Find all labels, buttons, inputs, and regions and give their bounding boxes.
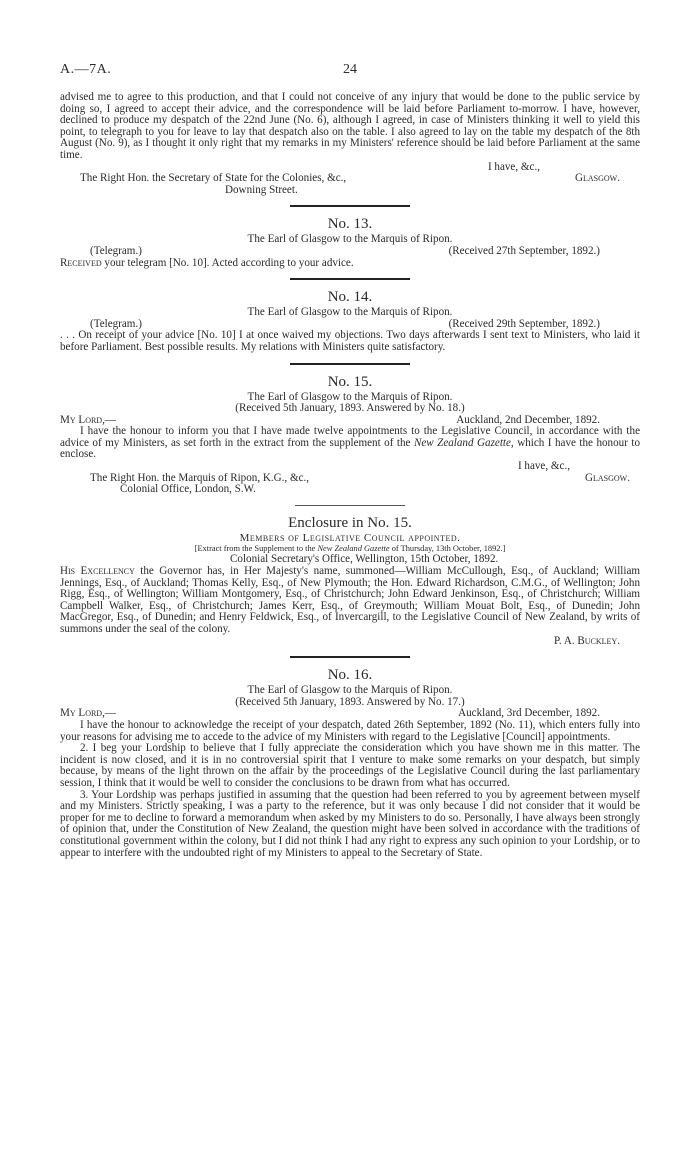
- enclosure-subtitle: Members of Legislative Council appointed.: [239, 531, 461, 544]
- no15-signature: Glasgow.: [584, 471, 630, 484]
- no16-subtitle: The Earl of Glasgow to the Marquis of Ripon.: [247, 684, 453, 697]
- no14-text: . . . On receipt of your advice [No. 10] I at once waived my objections. Two days afterwards I sent text to Ministers, who laid it before Parliament. Best possible results. My relations with Ministers quite satisfactory.: [60, 329, 640, 353]
- no16-para1: I have the honour to acknowledge the receipt of your despatch, dated 26th September, 1892 (No. 11), which enters fully into your reasons for advising me to accede to the advice of my Ministers with regard to the Legislative [Council] appointments.: [60, 718, 640, 743]
- no13-lead: Received: [60, 256, 102, 269]
- no14-telegram: (Telegram.): [90, 317, 142, 330]
- no14-received: (Received 29th September, 1892.): [448, 317, 600, 330]
- page-header: [60, 62, 640, 80]
- no16-place-date: Auckland, 3rd December, 1892.: [458, 707, 600, 720]
- no14-subtitle: The Earl of Glasgow to the Marquis of Ripon.: [247, 306, 453, 319]
- no16-received: (Received 5th January, 1893. Answered by No. 17.): [235, 695, 465, 708]
- no13-subtitle: The Earl of Glasgow to the Marquis of Ripon.: [247, 233, 453, 246]
- intro-closing: I have, &c.,: [487, 160, 540, 173]
- no13-telegram: (Telegram.): [90, 244, 142, 257]
- no13-received: (Received 27th September, 1892.): [448, 244, 600, 257]
- enclosure-extract-note: [Extract from the Supplement to the New Zealand Gazette of Thursday, 13th October, 1892.]: [194, 544, 506, 554]
- no15-salutation: My Lord,—: [60, 413, 116, 426]
- intro-signature: Glasgow.: [574, 172, 620, 185]
- no15-subtitle: The Earl of Glasgow to the Marquis of Ripon.: [247, 390, 453, 403]
- no16-para2: 2. I beg your Lordship to believe that I fully appreciate the consideration which you have shown me in this matter. The incident is now closed, and it is in no controversial spirit that I venture to make some remarks on your despatch, but simply because, by means of the light thrown on the affair by the proceedings of the Legislative Council during the last parliamentary session, I think that it would be well to consider the conclusions to be drawn from what has occurred.: [60, 742, 640, 789]
- enclosure-title: Enclosure in No. 15.: [288, 514, 412, 531]
- no15-text: I have the honour to inform you that I have made twelve appointments to the Legislative Council, in accordance with the advice of my Ministers, as set forth in the extract from the supplement of the New Zealand Gazette, which I have the honour to enclose.: [60, 425, 640, 461]
- page-number: 24: [343, 62, 357, 77]
- no15-title: No. 15.: [327, 373, 373, 390]
- no15-closing: I have, &c.,: [517, 460, 570, 473]
- no15-address-office: Colonial Office, London, S.W.: [120, 483, 256, 496]
- enclosure-text: His Excellency the Governor has, in Her Majesty's name, summoned—William McCullough, Esq., of Auckland; William Jennings, Esq., of Auckland; Thomas Kelly, Esq., of New Plymouth; the Hon. Edward Richardson, C.M.G., of Wellington; John Rigg, Esq., of Wellington; William Montgomery, Esq., of Christchurch; John Edward Jenkinson, Esq., of Christchurch; William Campbell Walker, Esq., of Christchurch; James Kerr, Esq., of Greymouth; William Mouat Bolt, Esq., of Dunedin; John MacGregor, Esq., of Dunedin; and Henry Feldwick, Esq., of Invercargill, to the Legislative Council of New Zealand, by writs of summons under the seal of the colony.: [60, 565, 641, 635]
- intro-address: The Right Hon. the Secretary of State for the Colonies, &c.,: [80, 172, 347, 185]
- intro-address-street: Downing Street.: [225, 183, 298, 196]
- paper-reference: A.—7A.: [60, 62, 112, 77]
- no16-para3: 3. Your Lordship was perhaps justified in assuming that the question had been referred to you by agreement between myself and my Ministers. Strictly speaking, I was a party to the reference, but it was only because I did not consider that it would be proper for me to decline to forward a memorandum when asked by my Ministers to do so. Personally, I have always been strongly of opinion that, under the Constitution of New Zealand, the question might have been solved in accordance with the traditions of constitutional government within the colony, but I did not think I had any right to express any such opinion to your Lordship, or to appear to interfere with the undoubted right of my Ministers to appeal to the Secretary of State.: [60, 788, 640, 859]
- no13-text: Received your telegram [No. 10]. Acted according to your advice.: [60, 256, 354, 269]
- no15-received: (Received 5th January, 1893. Answered by No. 18.): [235, 402, 465, 415]
- enclosure-signature: P. A. Buckley.: [553, 634, 620, 647]
- intro-paragraph: advised me to agree to this production, and that I could not conceive of any injury that would be done to the public service by doing so, I agreed to accept their advice, and the correspondence will be laid before Parliament to-morrow. I have, however, declined to produce my despatch of the 22nd June (No. 6), although I agreed, in case of Ministers thinking it well to yield this point, to telegraph to you for leave to lay that despatch also on the table. I also agreed to lay on the table my despatch of the 8th August (No. 9), as I thought it only right that my remarks in my Ministers' reference should be laid before Parliament at the same time.: [60, 91, 640, 161]
- enclosure-office-line: Colonial Secretary's Office, Wellington, 15th October, 1892.: [230, 553, 499, 566]
- section-divider: [290, 278, 410, 280]
- no15-address: The Right Hon. the Marquis of Ripon, K.G., &c.,: [90, 471, 310, 484]
- no16-title: No. 16.: [327, 667, 373, 684]
- section-divider: [290, 656, 410, 658]
- no15-place-date: Auckland, 2nd December, 1892.: [456, 413, 600, 426]
- section-divider: [295, 505, 405, 506]
- section-divider: [290, 205, 410, 207]
- document-body: [60, 92, 640, 859]
- section-divider: [290, 363, 410, 365]
- no14-title: No. 14.: [327, 289, 373, 306]
- no13-title: No. 13.: [327, 216, 373, 233]
- no16-salutation: My Lord,—: [60, 707, 116, 720]
